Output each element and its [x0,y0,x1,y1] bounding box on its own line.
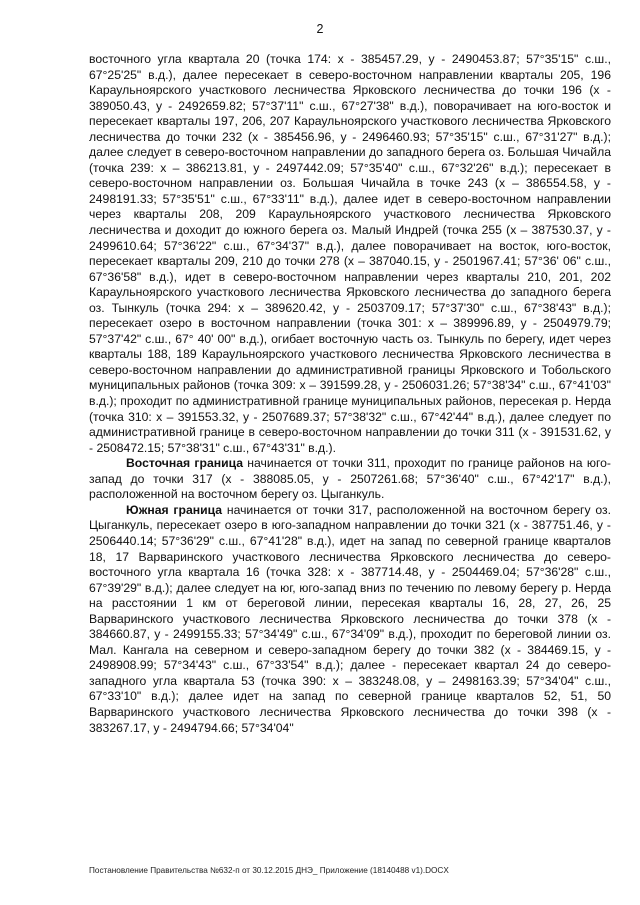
paragraph-south-boundary [89,503,611,736]
section-heading-east: Восточная граница [126,456,243,471]
paragraph-text: начинается от точки 311, проходит по границе районов на юго-запад до точки 317 (х - 388085.05, у - 2507261.68; 57°36'40" с.ш., 67°42'17" в.д.), расположенной на восточном берегу оз. Цыганкуль. [89,456,611,502]
document-footer: Постановление Правительства №632-п от 30.12.2015 ДНЭ_ Приложение (18140488 v1).DOCX [89,866,449,875]
document-body [89,52,611,736]
paragraph-text: начинается от точки 317, расположенной на восточном берегу оз. Цыганкуль, пересекает озеро в юго-западном направлении до точки 321 (х - 387751.46, у - 2506440.14; 57°36'29" с.ш., 67°41'28" в.д.), идет на запад по северной границе кварталов 18, 17 Варваринского участкового лесничества Ярковского лесничества до северо-восточного угла квартала 16 (точка 328: х - 387714.48, у - 2504469.04; 57°36'28" с.ш., 67°39'29" в.д.); далее следует на юг, юго-запад вниз по течению по левому берегу р. Нерда на расстоянии 1 км от береговой линии, пересекая кварталы 16, 28, 27, 26, 25 Варваринского участкового лесничества Ярковского лесничества до точки 378 (х - 384660.87, у - 2499155.33; 57°34'49" с.ш., 67°34'09" в.д.), проходит по береговой линии оз. Мал. Кангала на северном и северо-западном берегу до точки 382 (х - 384469.15, у - 2498908.99; 57°34'43" с.ш., 67°33'54" в.д.); далее - пересекает квартал 24 до северо-западного угла квартала 53 (точка 390: х – 383248.08, у – 2498163.39; 57°34'04" с.ш., 67°33'10" в.д.); далее идет на запад по северной границе кварталов 52, 51, 50 Варваринского участкового лесничества Ярковского лесничества до точки 398 (х - 383267.17, у - 2494794.66; 57°34'04" [89,502,611,735]
section-heading-south: Южная граница [126,502,223,517]
paragraph-north-boundary-continuation [89,52,611,456]
paragraph-text: восточного угла квартала 20 (точка 174: х - 385457.29, у - 2490453.87; 57°35'15" с.ш., 67°25'25" в.д.), далее пересекает в северо-восточном направлении кварталы 205, 196 Караульноярского участкового лесничества Ярковского лесничества до точки 196 (х - 389050.43, у - 2492659.82; 57°37'11" с.ш., 67°27'38" в.д.), поворачивает на юго-восток и пересекает кварталы 197, 206, 207 Караульноярского участкового лесничества Ярковского лесничества до точки 232 (х - 385456.96, у - 2496460.93; 57°35'15" с.ш., 67°31'27" в.д.); далее следует в северо-восточном направлении до западного берега оз. Большая Чичайла (точка 239: х – 386213.81, у - 2497442.09; 57°35'40" с.ш., 67°32'26" в.д.); пересекает в северо-восточном направлении оз. Большая Чичайла в точке 243 (х – 386554.58, у - 2498191.33; 57°35'51" с.ш., 67°33'11" в.д.), далее идет в северо-восточном направлении через кварталы 208, 209 Караульноярского участкового лесничества Ярковского лесничества и доходит до южного берега оз. Малый Индрей (точка 255 (х – 387530.37, у - 2499610.64; 57°36'22" с.ш., 67°34'37" в.д.), далее поворачивает на восток, юго-восток, пересекает кварталы 209, 210 до точки 278 (х – 387040.15, у - 2501967.41; 57°36' 06" с.ш., 67°36'58" в.д.), идет в северо-восточном направлении через кварталы 210, 201, 202 Караульноярского участкового лесничества Ярковского лесничества до западного берега оз. Тынкуль (точка 294: х – 389620.42, у - 2503709.17; 57°37'30" с.ш., 67°38'43" в.д.); пересекает озеро в восточном направлении (точка 301: х – 389996.89, у - 2504979.79; 57°37'42" с.ш., 67° 40' 00" в.д.), огибает восточную часть оз. Тынкуль по берегу, идет через кварталы 188, 189 Караульноярского участкового лесничества Ярковского лесничества в северо-восточном направлении до административной границы Ярковского и Тобольского муниципальных районов (точка 309: х – 391599.28, у - 2506031.26; 57°38'34" с.ш., 67°41'03" в.д.); проходит по административной границе муниципальных районов, пересекая р. Нерда (точка 310: х – 391553.32, у - 2507689.37; 57°38'32" с.ш., 67°42'44" в.д.), далее следует по административной границе в северо-восточном направлении до точки 311 (х - 391531.62, у - 2508472.15; 57°38'31" с.ш., 67°43'31" в.д.). [89,52,611,455]
page-number: 2 [316,22,324,36]
paragraph-east-boundary [89,456,611,503]
